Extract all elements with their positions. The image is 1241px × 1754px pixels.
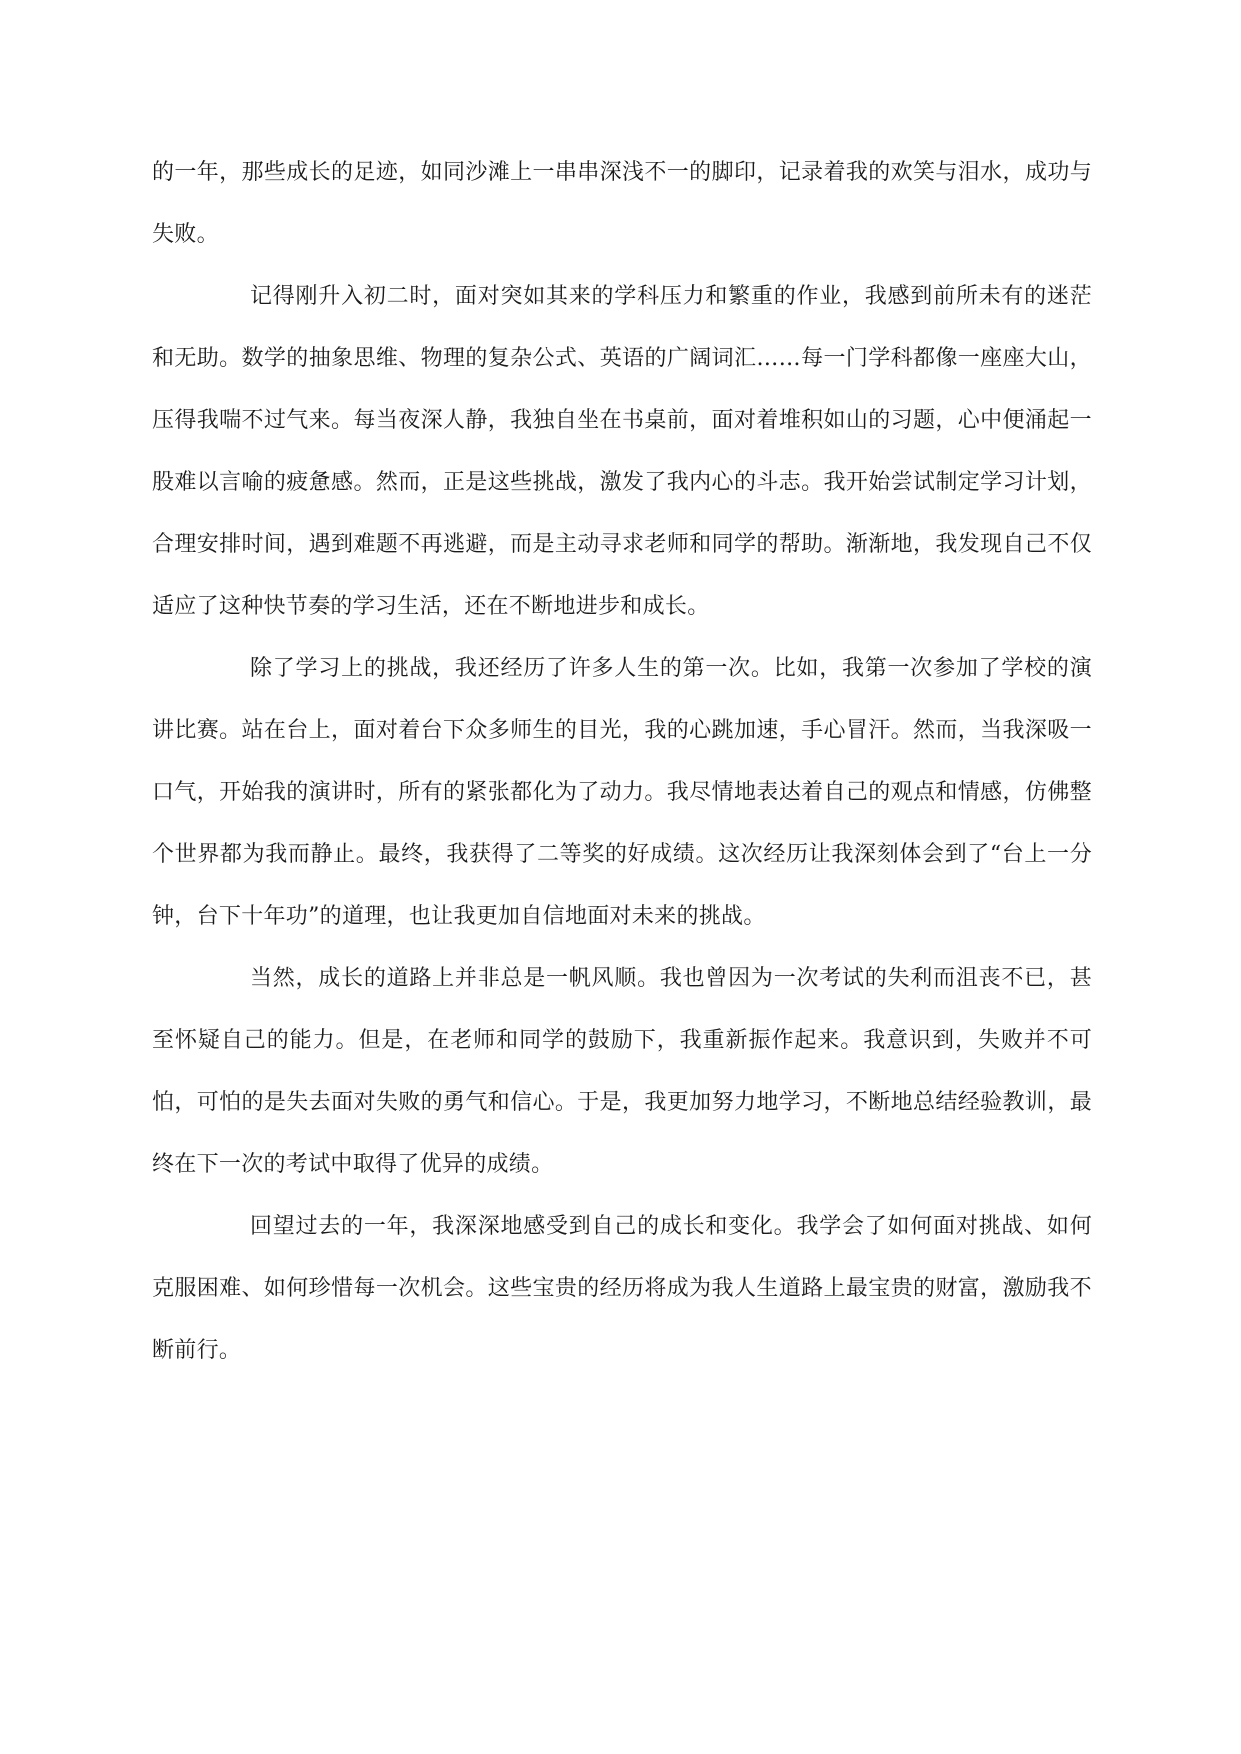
paragraph-2	[152, 266, 1092, 638]
text-line: 经历让我深刻体会到了“台上一分钟，台下十年功”的道理，也让我更加自信地面对未	[152, 842, 1092, 929]
text-line: 师和同学的帮助。渐渐地，我发现自己不仅适应了这种快节奏的学习生活，还在不断地	[152, 532, 1093, 619]
text-line: 斗志。我开始尝试制定学习计划，合理安排时间，遇到难题不再逃避，而是主动寻求老	[152, 470, 1092, 557]
paragraph-1	[152, 142, 1092, 266]
text-line: 成功与失败。	[152, 160, 1093, 247]
text-line: 像一座座大山，压得我喘不过气来。每当夜深人静，我独自坐在书桌前，面对着堆积如	[152, 346, 1092, 433]
text-line: 富，激励我不断前行。	[152, 1276, 1092, 1363]
text-line: 进步和成长。	[575, 594, 710, 619]
text-line: 山的习题，心中便涌起一股难以言喻的疲惫感。然而，正是这些挑战，激发了我内心的	[152, 408, 1092, 495]
text-line: 地总结经验教训，最终在下一次的考试中取得了优异的成绩。	[152, 1090, 1093, 1177]
text-line: 校的演讲比赛。站在台上，面对着台下众多师生的目光，我的心跳加速，手心冒汗。然	[152, 656, 1092, 743]
text-line: 记得刚升入初二时，面对突如其来的学科压力和繁重的作业，我感到前所未有	[250, 284, 1025, 309]
text-line: 已，甚至怀疑自己的能力。但是，在老师和同学的鼓励下，我重新振作起来。我意识到，	[152, 966, 1092, 1053]
text-line: 来的挑战。	[654, 904, 766, 929]
text-line: 回望过去的一年，我深深地感受到自己的成长和变化。我学会了如何面对挑战、	[250, 1214, 1047, 1239]
paragraph-4	[152, 948, 1092, 1196]
text-line: 如何克服困难、如何珍惜每一次机会。这些宝贵的经历将成为我人生道路上最宝贵的财	[152, 1214, 1092, 1301]
text-line: 的迷茫和无助。数学的抽象思维、物理的复杂公式、英语的广阔词汇……每一门学科都	[152, 284, 1092, 371]
paragraph-5	[152, 1196, 1092, 1382]
text-line: 的一年，那些成长的足迹，如同沙滩上一串串深浅不一的脚印，记录着我的欢笑与泪水，	[152, 160, 1025, 185]
text-line: 而，当我深吸一口气，开始我的演讲时，所有的紧张都化为了动力。我尽情地表达着自	[152, 718, 1092, 805]
text-line: 失败并不可怕，可怕的是失去面对失败的勇气和信心。于是，我更加努力地学习，不断	[152, 1028, 1092, 1115]
text-line: 己的观点和情感，仿佛整个世界都为我而静止。最终，我获得了二等奖的好成绩。这次	[152, 780, 1092, 867]
text-line: 当然，成长的道路上并非总是一帆风顺。我也曾因为一次考试的失利而沮丧不	[250, 966, 1025, 991]
body-text	[152, 142, 1092, 1382]
paragraph-3	[152, 638, 1092, 948]
text-line: 除了学习上的挑战，我还经历了许多人生的第一次。比如，我第一次参加了学	[250, 656, 1025, 681]
